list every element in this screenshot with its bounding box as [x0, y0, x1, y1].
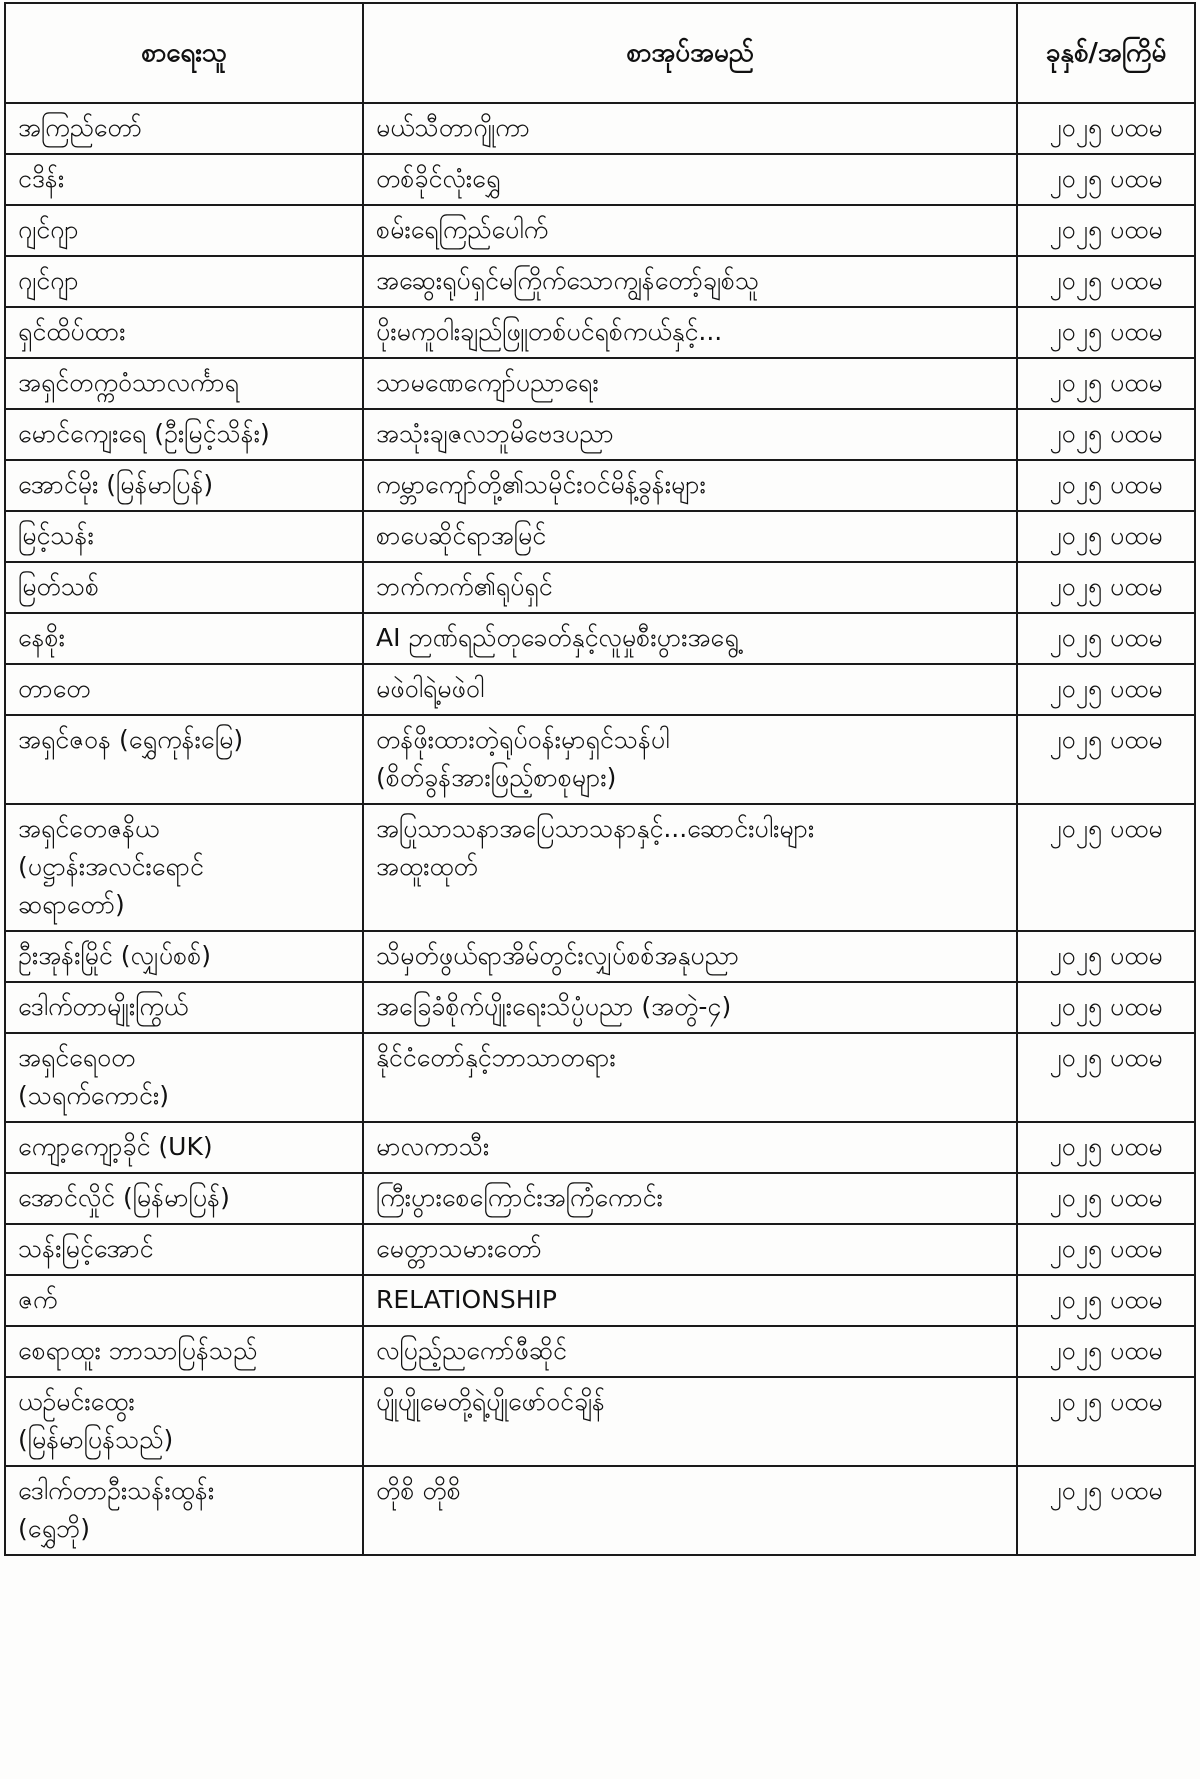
date-cell: ၂၀၂၅ ပထမ	[1017, 1033, 1195, 1122]
table-row	[5, 409, 1195, 460]
date-cell: ၂၀၂၅ ပထမ	[1017, 1224, 1195, 1275]
author-cell: အရှင်တေဇနိယ (ပဋ္ဌာန်းအလင်းရောင် ဆရာတော်)	[5, 804, 363, 931]
table-row	[5, 982, 1195, 1033]
date-cell: ၂၀၂၅ ပထမ	[1017, 562, 1195, 613]
date-cell: ၂၀၂၅ ပထမ	[1017, 1326, 1195, 1377]
title-cell: မေတ္တာသမားတော်	[363, 1224, 1017, 1275]
title-cell: ပျိုပျိုမေတို့ရဲ့ပျိုဖော်ဝင်ချိန်	[363, 1377, 1017, 1466]
date-cell: ၂၀၂၅ ပထမ	[1017, 982, 1195, 1033]
date-cell: ၂၀၂၅ ပထမ	[1017, 358, 1195, 409]
date-cell: ၂၀၂၅ ပထမ	[1017, 613, 1195, 664]
table-row	[5, 1033, 1195, 1122]
table-row	[5, 1466, 1195, 1555]
table-row	[5, 205, 1195, 256]
date-cell: ၂၀၂၅ ပထမ	[1017, 1122, 1195, 1173]
table-header-row	[5, 3, 1195, 103]
date-cell: ၂၀၂၅ ပထမ	[1017, 307, 1195, 358]
title-cell: ပိုးမကူဝါးချည်ဖြူတစ်ပင်ရစ်ကယ်နှင့်...	[363, 307, 1017, 358]
table-row	[5, 931, 1195, 982]
author-cell: နေစိုး	[5, 613, 363, 664]
book-list-table	[4, 2, 1196, 1556]
table-row	[5, 1173, 1195, 1224]
header-author: စာရေးသူ	[5, 3, 363, 103]
table-row	[5, 256, 1195, 307]
title-cell: မယ်သီတာဂျိုကာ	[363, 103, 1017, 154]
author-cell: တာတေ	[5, 664, 363, 715]
title-cell: အသုံးချဇလဘူမိဗေဒပညာ	[363, 409, 1017, 460]
title-cell: အဆွေးရုပ်ရှင်မကြိုက်သောကျွန်တော့်ချစ်သူ	[363, 256, 1017, 307]
date-cell: ၂၀၂၅ ပထမ	[1017, 256, 1195, 307]
table-row	[5, 613, 1195, 664]
title-cell: အပြုသာသနာအပြေသာသနာနှင့်...ဆောင်းပါးများ အထူးထုတ်	[363, 804, 1017, 931]
header-title: စာအုပ်အမည်	[363, 3, 1017, 103]
author-cell: မြတ်သစ်	[5, 562, 363, 613]
title-cell: တိုစိ တိုစိ	[363, 1466, 1017, 1555]
table-row	[5, 1377, 1195, 1466]
title-cell: စမ်းရေကြည်ပေါက်	[363, 205, 1017, 256]
date-cell: ၂၀၂၅ ပထမ	[1017, 1173, 1195, 1224]
author-cell: မောင်ကျေးရေ (ဦးမြင့်သိန်း)	[5, 409, 363, 460]
title-cell: တစ်ခိုင်လုံးရွှေ	[363, 154, 1017, 205]
table-row	[5, 307, 1195, 358]
author-cell: အကြည်တော်	[5, 103, 363, 154]
table-row	[5, 358, 1195, 409]
title-cell: တန်ဖိုးထားတဲ့ရုပ်ဝန်းမှာရှင်သန်ပါ (စိတ်ခွန်အားဖြည့်စာစုများ)	[363, 715, 1017, 804]
author-cell: ဒေါက်တာမျိုးကြွယ်	[5, 982, 363, 1033]
title-cell: သိမှတ်ဖွယ်ရာအိမ်တွင်းလျှပ်စစ်အနုပညာ	[363, 931, 1017, 982]
date-cell: ၂၀၂၅ ပထမ	[1017, 1466, 1195, 1555]
author-cell: ဦးအုန်းမြိုင် (လျှပ်စစ်)	[5, 931, 363, 982]
table-row	[5, 562, 1195, 613]
table-row	[5, 154, 1195, 205]
table-row	[5, 103, 1195, 154]
title-cell: သာမဏေကျော်ပညာရေး	[363, 358, 1017, 409]
date-cell: ၂၀၂၅ ပထမ	[1017, 154, 1195, 205]
author-cell: ဂျင်ဂျာ	[5, 256, 363, 307]
author-cell: မြင့်သန်း	[5, 511, 363, 562]
date-cell: ၂၀၂၅ ပထမ	[1017, 804, 1195, 931]
header-date: ခုနှစ်/အကြိမ်	[1017, 3, 1195, 103]
date-cell: ၂၀၂၅ ပထမ	[1017, 511, 1195, 562]
author-cell: သန်းမြင့်အောင်	[5, 1224, 363, 1275]
author-cell: ကျော့ကျော့ခိုင် (UK)	[5, 1122, 363, 1173]
date-cell: ၂၀၂၅ ပထမ	[1017, 103, 1195, 154]
title-cell: အခြေခံစိုက်ပျိုးရေးသိပ္ပံပညာ (အတွဲ-၄)	[363, 982, 1017, 1033]
author-cell: ဒေါက်တာဦးသန်းထွန်း (ရွှေဘို)	[5, 1466, 363, 1555]
date-cell: ၂၀၂၅ ပထမ	[1017, 1377, 1195, 1466]
date-cell: ၂၀၂၅ ပထမ	[1017, 460, 1195, 511]
author-cell: ရှင်ထိပ်ထား	[5, 307, 363, 358]
date-cell: ၂၀၂၅ ပထမ	[1017, 1275, 1195, 1326]
author-cell: အရှင်ဇဝန (ရွှေကုန်းမြေ)	[5, 715, 363, 804]
author-cell: အရှင်တက္ကဝံသာလင်္ကာရ	[5, 358, 363, 409]
title-cell: RELATIONSHIP	[363, 1275, 1017, 1326]
table-row	[5, 664, 1195, 715]
author-cell: ဇက်	[5, 1275, 363, 1326]
author-cell: အောင်လှိုင် (မြန်မာပြန်)	[5, 1173, 363, 1224]
table-row	[5, 1122, 1195, 1173]
title-cell: မာလကာသီး	[363, 1122, 1017, 1173]
date-cell: ၂၀၂၅ ပထမ	[1017, 205, 1195, 256]
author-cell: ဂျင်ဂျာ	[5, 205, 363, 256]
table-row	[5, 1326, 1195, 1377]
title-cell: AI ဉာဏ်ရည်တုခေတ်နှင့်လူမှုစီးပွားအရွေ့	[363, 613, 1017, 664]
table-row	[5, 460, 1195, 511]
title-cell: ကြီးပွားစေကြောင်းအကြံကောင်း	[363, 1173, 1017, 1224]
table-row	[5, 511, 1195, 562]
author-cell: စေရာထူး ဘာသာပြန်သည်	[5, 1326, 363, 1377]
table-row	[5, 1224, 1195, 1275]
author-cell: ငဒိန်း	[5, 154, 363, 205]
author-cell: အရှင်ရေဝတ (သရက်ကောင်း)	[5, 1033, 363, 1122]
title-cell: လပြည့်ညကော်ဖီဆိုင်	[363, 1326, 1017, 1377]
table-row	[5, 1275, 1195, 1326]
author-cell: ယဉ်မင်းထွေး (မြန်မာပြန်သည်)	[5, 1377, 363, 1466]
title-cell: နိုင်ငံတော်နှင့်ဘာသာတရား	[363, 1033, 1017, 1122]
table-row	[5, 804, 1195, 931]
title-cell: မဖဲဝါရဲ့မဖဲဝါ	[363, 664, 1017, 715]
title-cell: စာပေဆိုင်ရာအမြင်	[363, 511, 1017, 562]
date-cell: ၂၀၂၅ ပထမ	[1017, 931, 1195, 982]
date-cell: ၂၀၂၅ ပထမ	[1017, 664, 1195, 715]
date-cell: ၂၀၂၅ ပထမ	[1017, 715, 1195, 804]
title-cell: ဘက်ကက်၏ရုပ်ရှင်	[363, 562, 1017, 613]
title-cell: ကမ္ဘာကျော်တို့၏သမိုင်းဝင်မိန့်ခွန်းများ	[363, 460, 1017, 511]
date-cell: ၂၀၂၅ ပထမ	[1017, 409, 1195, 460]
table-row	[5, 715, 1195, 804]
author-cell: အောင်မိုး (မြန်မာပြန်)	[5, 460, 363, 511]
